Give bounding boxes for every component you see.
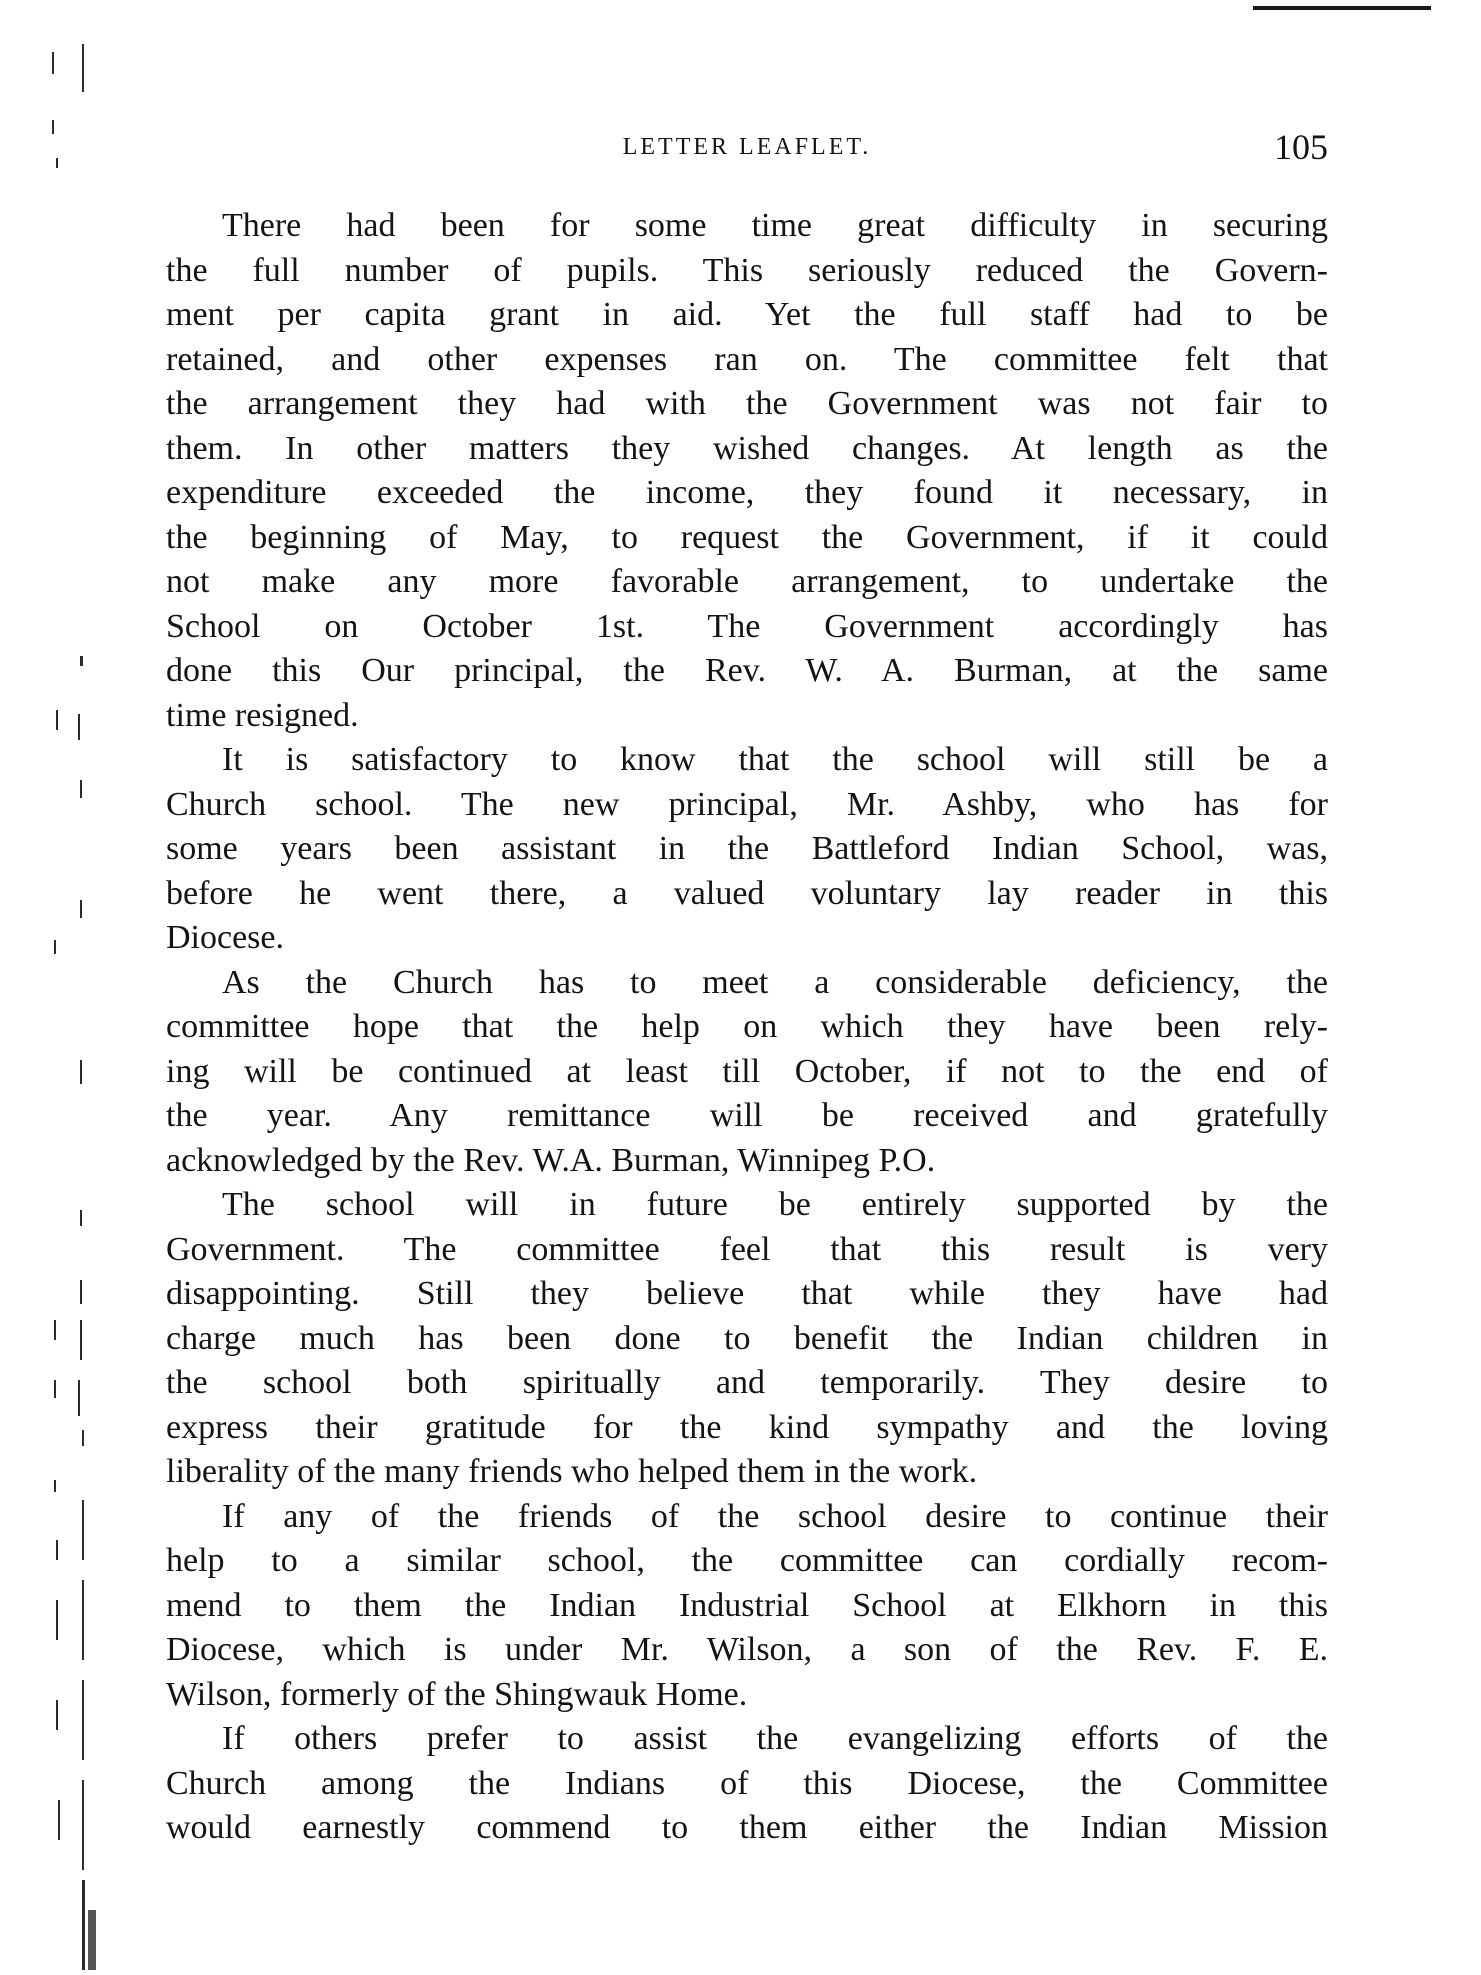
text-line: the arrangement they had with the Government was not fair to: [166, 385, 1328, 422]
text-line: committee hope that the help on which they have been rely-: [166, 1008, 1328, 1045]
text-line: Diocese.: [166, 919, 285, 956]
binding-gutter-marks: [52, 40, 122, 1970]
text-line: ing will be continued at least till October, if not to the end of: [166, 1052, 1328, 1090]
text-line: If any of the friends of the school desire to continue their: [222, 1497, 1328, 1535]
text-line: the full number of pupils. This seriously reduced the Govern-: [166, 251, 1328, 289]
text-line: Government. The committee feel that this result is very: [166, 1230, 1328, 1268]
text-line: Wilson, formerly of the Shingwauk Home.: [166, 1675, 748, 1713]
text-line: not make any more favorable arrangement, to undertake the: [166, 563, 1328, 600]
text-line: help to a similar school, the committee can cordially recom-: [166, 1542, 1328, 1579]
body-text: [166, 204, 1328, 1851]
text-line: liberality of the many friends who helped them in the work.: [166, 1453, 978, 1490]
text-line: mend to them the Indian Industrial School at Elkhorn in this: [166, 1586, 1328, 1624]
text-line: Diocese, which is under Mr. Wilson, a son of the Rev. F. E.: [166, 1631, 1328, 1668]
text-line: before he went there, a valued voluntary lay reader in this: [166, 874, 1328, 912]
text-line: There had been for some time great difficulty in securing: [222, 207, 1328, 244]
text-line: If others prefer to assist the evangelizing efforts of the: [222, 1720, 1328, 1757]
text-line: time resigned.: [166, 696, 359, 734]
text-line: As the Church has to meet a considerable deficiency, the: [222, 963, 1328, 1001]
page-header: [166, 126, 1328, 176]
text-line: express their gratitude for the kind sympathy and the loving: [166, 1408, 1328, 1446]
page-number: 105: [1274, 127, 1328, 167]
text-line: retained, and other expenses ran on. The committee felt that: [166, 340, 1328, 378]
running-head: LETTER LEAFLET.: [622, 134, 872, 160]
text-line: done this Our principal, the Rev. W. A. Burman, at the same: [166, 652, 1328, 689]
text-line: The school will in future be entirely supported by the: [222, 1186, 1328, 1223]
text-line: Church among the Indians of this Diocese, the Committee: [166, 1764, 1328, 1802]
text-line: the beginning of May, to request the Government, if it could: [166, 518, 1328, 556]
text-line: disappointing. Still they believe that while they have had: [166, 1275, 1328, 1312]
text-line: ment per capita grant in aid. Yet the full staff had to be: [166, 296, 1328, 333]
text-line: It is satisfactory to know that the school will still be a: [222, 741, 1328, 778]
text-line: the year. Any remittance will be received and gratefully: [166, 1097, 1328, 1134]
text-line: the school both spiritually and temporarily. They desire to: [166, 1364, 1328, 1401]
text-line: School on October 1st. The Government accordingly has: [166, 607, 1328, 645]
text-line: Church school. The new principal, Mr. Ashby, who has for: [166, 785, 1328, 823]
text-line: charge much has been done to benefit the Indian children in: [166, 1319, 1328, 1357]
text-line: them. In other matters they wished changes. At length as the: [166, 429, 1328, 467]
text-line: expenditure exceeded the income, they found it necessary, in: [166, 474, 1328, 511]
text-line: would earnestly commend to them either the Indian Mission: [166, 1809, 1328, 1846]
text-line: some years been assistant in the Battleford Indian School, was,: [166, 830, 1328, 867]
top-rule: [1253, 6, 1431, 10]
text-line: acknowledged by the Rev. W.A. Burman, Winnipeg P.O.: [166, 1141, 936, 1179]
